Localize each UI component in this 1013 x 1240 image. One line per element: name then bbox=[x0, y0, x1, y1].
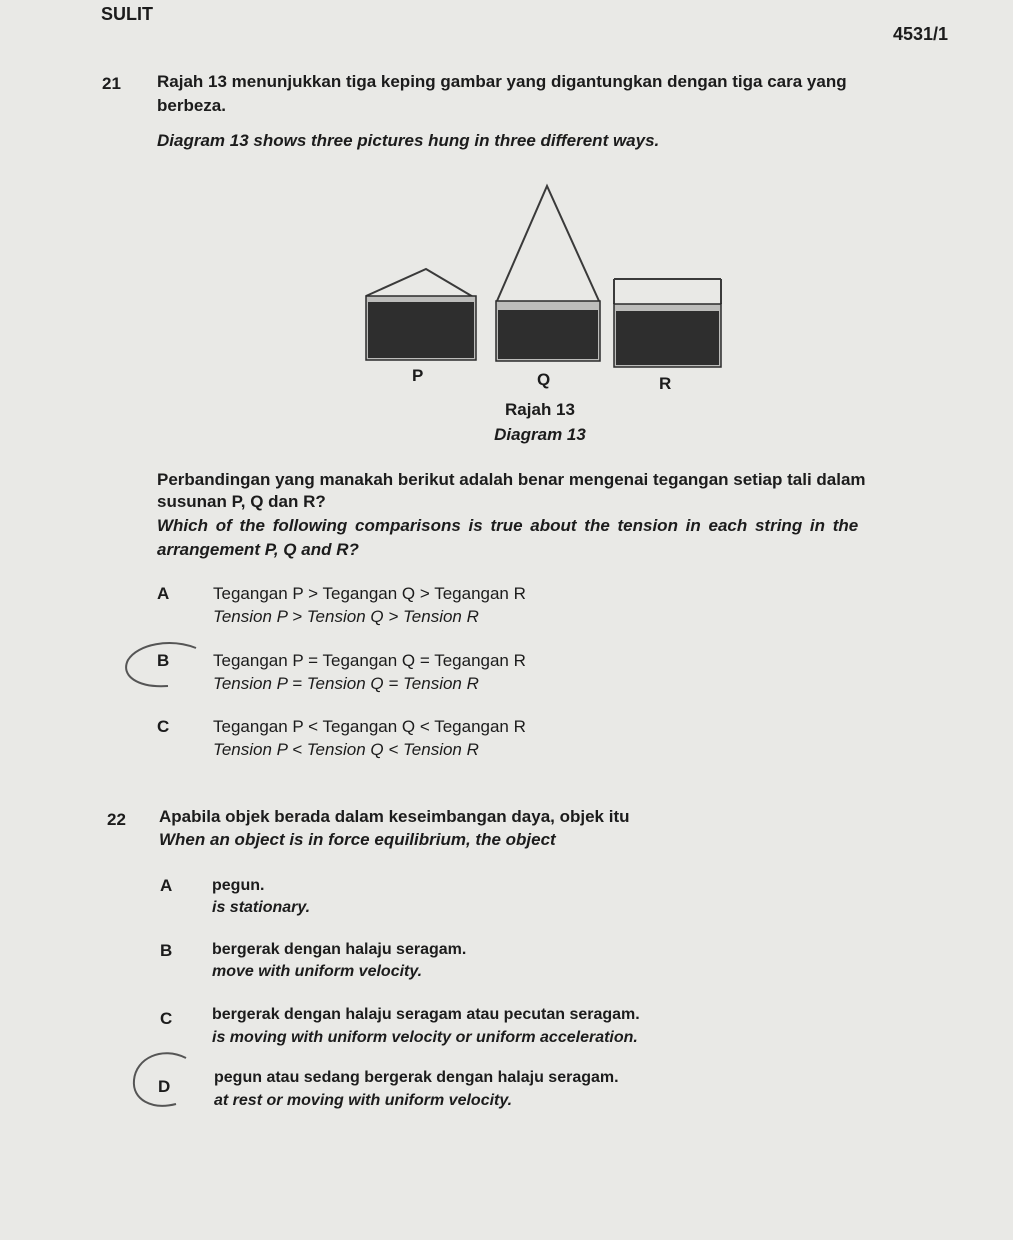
picture-p bbox=[366, 269, 476, 360]
diagram-caption-en: Diagram 13 bbox=[494, 425, 586, 444]
q21-stem-ms-line1: Rajah 13 menunjukkan tiga keping gambar yang digantungkan dengan tiga cara yang bbox=[157, 72, 847, 91]
q22-option-d-ms: pegun atau sedang bergerak dengan halaju seragam. bbox=[214, 1069, 619, 1086]
q21-option-b-en: Tension P = Tension Q = Tension R bbox=[213, 674, 479, 693]
q22-option-c-en: is moving with uniform velocity or uniform acceleration. bbox=[212, 1029, 638, 1046]
q21-option-a-en: Tension P > Tension Q > Tension R bbox=[213, 607, 479, 626]
label-p: P bbox=[412, 366, 424, 385]
q22-option-b-letter: B bbox=[160, 941, 173, 960]
q21-number: 21 bbox=[102, 74, 121, 93]
picture-r bbox=[614, 279, 721, 367]
frame-q-panel bbox=[498, 310, 598, 359]
picture-q bbox=[496, 186, 600, 361]
q21-question-ms-line2: susunan P, Q dan R? bbox=[157, 492, 326, 511]
q21-stem-en: Diagram 13 shows three pictures hung in three different ways. bbox=[157, 131, 660, 150]
string-q bbox=[497, 186, 599, 301]
q22-option-a-letter: A bbox=[160, 876, 173, 895]
q21-stem-ms-line2: berbeza. bbox=[157, 96, 226, 115]
q22-stem-en: When an object is in force equilibrium, the object bbox=[159, 830, 556, 849]
q22-option-c-letter: C bbox=[160, 1009, 173, 1028]
q22-option-a-ms: pegun. bbox=[212, 877, 265, 894]
q21-option-c-letter: C bbox=[157, 717, 170, 736]
label-r: R bbox=[659, 374, 672, 393]
q21-option-a-ms: Tegangan P > Tegangan Q > Tegangan R bbox=[213, 584, 526, 603]
q22-option-a-en: is stationary. bbox=[212, 899, 311, 916]
frame-r-panel bbox=[616, 311, 719, 365]
header-sulit: SULIT bbox=[101, 4, 153, 24]
q22-option-b-ms: bergerak dengan halaju seragam. bbox=[212, 941, 467, 958]
q21-option-a-letter: A bbox=[157, 584, 170, 603]
q22-option-b-en: move with uniform velocity. bbox=[212, 963, 423, 980]
q22-option-c-ms: bergerak dengan halaju seragam atau pecutan seragam. bbox=[212, 1006, 640, 1023]
frame-p-panel bbox=[368, 302, 474, 358]
q21-option-c-en: Tension P < Tension Q < Tension R bbox=[213, 740, 479, 759]
q22-option-d-en: at rest or moving with uniform velocity. bbox=[214, 1092, 513, 1109]
q21-question-en-line2: arrangement P, Q and R? bbox=[157, 540, 359, 559]
q21-option-c-ms: Tegangan P < Tegangan Q < Tegangan R bbox=[213, 717, 526, 736]
label-q: Q bbox=[537, 370, 551, 389]
q22-stem-ms: Apabila objek berada dalam keseimbangan daya, objek itu bbox=[159, 807, 630, 826]
string-p bbox=[366, 269, 475, 298]
q21-question-ms-line1: Perbandingan yang manakah berikut adalah benar mengenai tegangan setiap tali dalam bbox=[157, 470, 866, 489]
q21-question-en-line1: Which of the following comparisons is true about the tension in each string in the bbox=[157, 516, 859, 535]
q21-option-b-letter: B bbox=[157, 651, 170, 670]
q22-option-d-letter: D bbox=[158, 1077, 171, 1096]
diagram-caption-ms: Rajah 13 bbox=[505, 400, 575, 419]
header-paper-code: 4531/1 bbox=[893, 24, 949, 44]
q21-option-b-ms: Tegangan P = Tegangan Q = Tegangan R bbox=[213, 651, 526, 670]
q22-number: 22 bbox=[107, 810, 126, 829]
